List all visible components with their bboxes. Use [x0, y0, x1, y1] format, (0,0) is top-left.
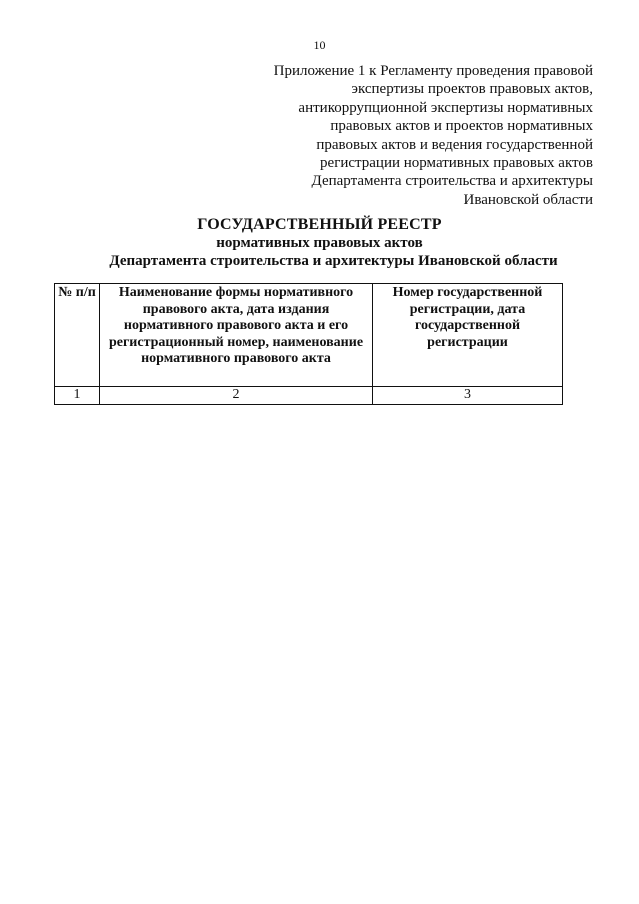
appendix-line: Приложение 1 к Регламенту проведения правовой [273, 63, 593, 79]
registry-table [54, 283, 563, 405]
appendix-line: антикоррупционной экспертизы нормативных [298, 99, 593, 116]
header-registration: Номер государственной регистрации, дата государственной регистрации [373, 284, 563, 387]
table-cell: 1 [55, 387, 100, 405]
header-act-name: Наименование формы нормативного правового акта, дата издания нормативного правового акта и его регистрационный номер, наименование нормативного правового акта [100, 284, 373, 387]
registry-subtitle: нормативных правовых актов [216, 235, 423, 251]
table-cell: 2 [100, 387, 373, 405]
appendix-line: правовых актов и проектов нормативных [330, 118, 593, 135]
registry-title: ГОСУДАРСТВЕННЫЙ РЕЕСТР [197, 216, 442, 233]
appendix-line: Департамента строительства и архитектуры [311, 173, 593, 190]
table-cell: 3 [373, 387, 563, 405]
appendix-line: экспертизы проектов правовых актов, [351, 81, 593, 98]
table-header-row [55, 284, 563, 387]
appendix-line: регистрации нормативных правовых актов [320, 155, 593, 172]
appendix-line: правовых актов и ведения государственной [316, 136, 593, 153]
page-number: 10 [313, 38, 326, 52]
table-row [55, 387, 563, 405]
appendix-line: Ивановской области [463, 191, 593, 208]
appendix-note [213, 62, 593, 209]
header-number: № п/п [55, 284, 100, 387]
registry-heading [0, 216, 639, 270]
registry-department: Департамента строительства и архитектуры Ивановской области [109, 253, 558, 269]
